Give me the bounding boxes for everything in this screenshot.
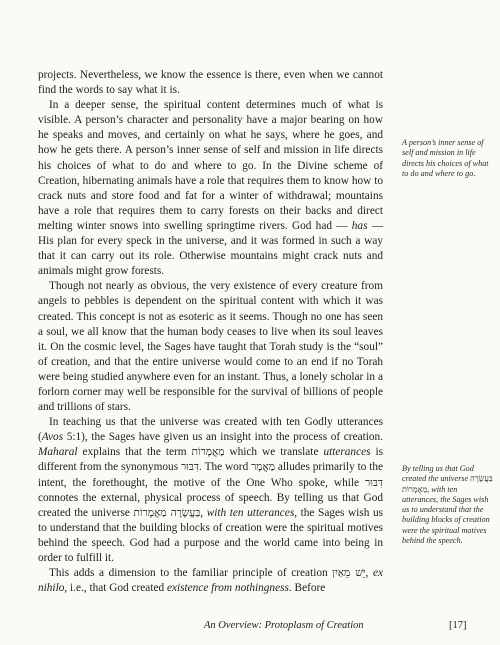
text-run: , the Sages wish us to understand that the building blocks of creation were the spiritual motives behind the speech. God had a purpose and the world came into being in order to fulfill it. — [38, 506, 384, 564]
margin-note — [402, 464, 494, 546]
text-run: projects. Nevertheless, we know the essence is there, even when we cannot find the words to say what it is. — [38, 69, 383, 97]
paragraph — [38, 415, 383, 566]
text-run: which we translate — [224, 446, 324, 459]
italic-text: ex nihilo — [38, 567, 383, 595]
hebrew-term: בַּעֲשָׂרָה מַאֲמָרוֹת — [402, 474, 493, 494]
italic-text: existence from nothingness — [166, 582, 289, 595]
hebrew-term: דִּבּוּר — [180, 461, 199, 474]
text-run: alludes primarily to the intent, the forethought, the motive of the One Who spoke, while — [38, 461, 384, 489]
italic-text: Avos — [41, 431, 64, 444]
hebrew-term: מַאֲמָר — [251, 461, 275, 474]
text-run: A person’s inner sense of self and mission in life directs his choices of what to do and where to go. — [402, 138, 489, 178]
hebrew-term: בַּעֲשָׂרָה מַאֲמָרוֹת — [133, 506, 201, 519]
main-text-column — [38, 68, 383, 596]
paragraph — [38, 98, 383, 279]
text-run: In a deeper sense, the spiritual content determines much of what is visible. A person’s character and personality have a major bearing on how he speaks and moves, and certainly on what he says, where he goes, and how he gets there. A person’s inner sense of self and mission in life directs his choices of what to do and where to go. In the Divine scheme of Creation, hibernating animals have a role that requires them to know how to crack nuts and store food and fat for a winter of withdrawal; mountains have a role that requires them to carry forests on their backs and direct melting winter snows into swelling springtime rivers. God had — — [38, 99, 383, 232]
italic-text: utterances — [323, 446, 371, 459]
text-run: Though not nearly as obvious, the very existence of every creature from angels to pebbles is dependent on the spiritual content with which it was created. This concept is not as esoteric as it seems. Though no one has seen a soul, we all know that the human body ceases to live when its soul leaves it. On the cosmic level, the Sages have taught that Torah study is the “soul” of creation, and that the entire universe would come to an end if no Torah were being studied anywhere even for an instant. Thus, a lonely scholar in a forlorn corner may well be responsible for the survival of billions of people and trillions of stars. — [38, 280, 383, 414]
text-run: 5:1), the Sages have given us an insight into the process of creation. — [63, 431, 383, 444]
italic-text: with ten utterances — [206, 506, 295, 519]
page-number: [17] — [449, 620, 467, 631]
text-run: is different from the synonymous — [38, 446, 384, 474]
text-run: , i.e., that God created — [64, 582, 167, 595]
margin-note — [402, 138, 494, 179]
italic-text: has — [351, 219, 368, 232]
text-run: explains that the term — [77, 446, 192, 459]
running-title: An Overview: Protoplasm of Creation — [204, 620, 364, 631]
hebrew-term: מַאֲמָרוֹת — [191, 446, 225, 459]
text-run: This adds a dimension to the familiar principle of creation — [49, 567, 333, 580]
paragraph — [38, 68, 383, 98]
paragraph — [38, 279, 383, 415]
text-run: — His plan for every speck in the universe, and it was formed in such a way that it can carry out its role. Otherwise mountains might crack nuts and animals might grow forests. — [38, 219, 384, 278]
paragraph — [38, 566, 383, 596]
text-run: , — [365, 567, 373, 580]
hebrew-term: דִּבּוּר — [365, 476, 383, 489]
italic-text: Maharal — [38, 446, 78, 459]
hebrew-term: יֵשׁ מֵאַיִן — [332, 567, 366, 580]
text-run: . Before — [288, 582, 326, 595]
text-run: , with ten utterances, the Sages wish us to understand that the building blocks of creation were the spiritual motives behind the speech. — [402, 484, 490, 546]
text-run: connotes the external, physical process of speech. By telling us that God created the universe — [38, 491, 383, 519]
text-run: , — [200, 506, 207, 519]
text-run: In teaching us that the universe was created with ten Godly utterances ( — [38, 416, 383, 444]
text-run: . The word — [198, 461, 252, 474]
text-run: By telling us that God created the universe — [402, 464, 474, 484]
